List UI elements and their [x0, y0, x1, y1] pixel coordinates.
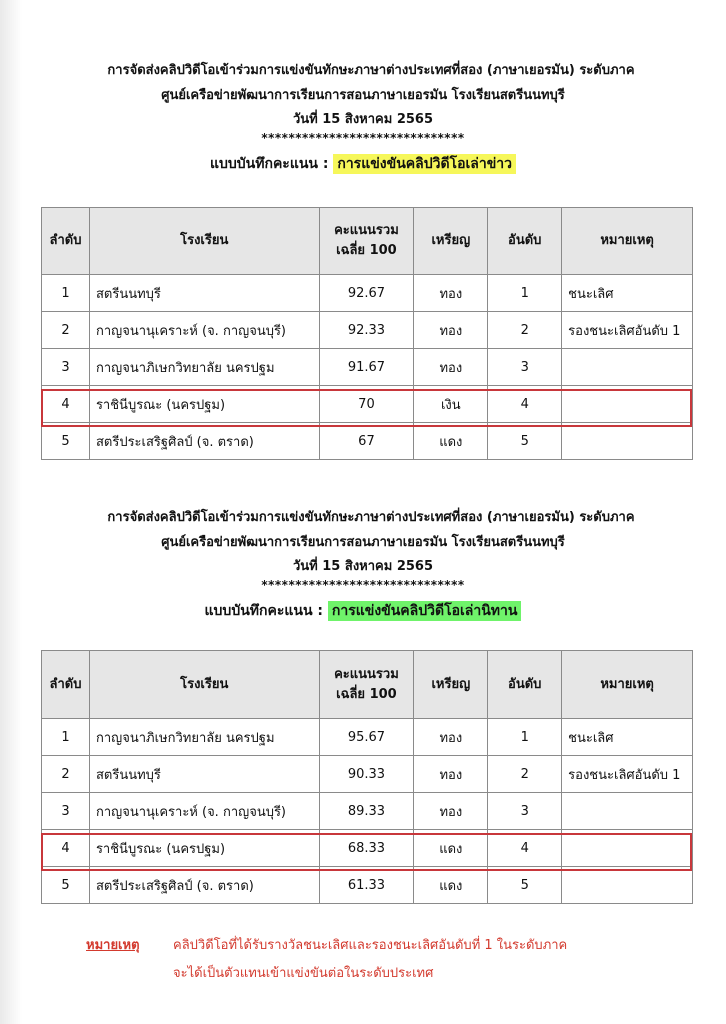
cell-score: 91.67 — [319, 349, 414, 386]
stars-divider: ****************************** — [261, 578, 465, 592]
cell-score: 95.67 — [319, 719, 414, 756]
cell-school: ราชินีบูรณะ (นครปฐม) — [89, 830, 319, 867]
header-score-line2: เฉลี่ย 100 — [336, 686, 397, 702]
form-title — [0, 600, 726, 622]
cell-school: สตรีนนทบุรี — [89, 756, 319, 793]
header-score — [319, 651, 414, 719]
header-score-line2: เฉลี่ย 100 — [336, 243, 397, 258]
score-table-news — [41, 207, 693, 460]
header-school: โรงเรียน — [89, 208, 319, 275]
footnote-label: หมายเหตุ — [86, 938, 140, 953]
cell-school: กาญจนานุเคราะห์ (จ. กาญจนบุรี) — [89, 793, 319, 830]
header-rank: อันดับ — [488, 651, 562, 719]
cell-school: สตรีประเสริฐศิลป์ (จ. ตราด) — [89, 423, 319, 460]
header-rank: อันดับ — [488, 208, 562, 275]
footnote-line-1: คลิปวิดีโอที่ได้รับรางวัลชนะเลิศและรองชนะเลิศอันดับที่ 1 ในระดับภาค — [173, 938, 568, 953]
table-row — [42, 756, 693, 793]
cell-school: กาญจนานุเคราะห์ (จ. กาญจนบุรี) — [89, 312, 319, 349]
heading-line-2: ศูนย์เครือข่ายพัฒนาการเรียนการสอนภาษาเยอรมัน โรงเรียนสตรีนนทบุรี — [161, 88, 565, 103]
cell-rank: 3 — [488, 793, 562, 830]
heading-date: วันที่ 15 สิงหาคม 2565 — [292, 559, 434, 574]
cell-no: 5 — [42, 867, 90, 904]
cell-remark: รองชนะเลิศอันดับ 1 — [562, 312, 693, 349]
cell-rank: 5 — [488, 423, 562, 460]
cell-school: ราชินีบูรณะ (นครปฐม) — [89, 386, 319, 423]
cell-rank: 4 — [488, 830, 562, 867]
cell-rank: 2 — [488, 312, 562, 349]
cell-no: 4 — [42, 386, 90, 423]
heading-date: วันที่ 15 สิงหาคม 2565 — [292, 112, 434, 127]
table-row — [42, 349, 693, 386]
cell-score: 92.67 — [319, 275, 414, 312]
cell-medal: ทอง — [414, 756, 488, 793]
cell-score: 89.33 — [319, 793, 414, 830]
score-table-tale — [41, 650, 693, 904]
heading-line-1: การจัดส่งคลิปวิดีโอเข้าร่วมการแข่งขันทักษะภาษาต่างประเทศที่สอง (ภาษาเยอรมัน) ระดับภาค — [107, 63, 635, 78]
cell-medal: ทอง — [414, 349, 488, 386]
cell-medal: ทอง — [414, 275, 488, 312]
cell-school: สตรีประเสริฐศิลป์ (จ. ตราด) — [89, 867, 319, 904]
cell-no: 5 — [42, 423, 90, 460]
cell-remark: ชนะเลิศ — [562, 719, 693, 756]
footnote-line-2: จะได้เป็นตัวแทนเข้าแข่งขันต่อในระดับประเทศ — [173, 966, 434, 981]
cell-no: 4 — [42, 830, 90, 867]
table-row — [42, 423, 693, 460]
form-label: แบบบันทึกคะแนน : — [204, 603, 323, 619]
header-medal: เหรียญ — [414, 651, 488, 719]
cell-school: สตรีนนทบุรี — [89, 275, 319, 312]
heading-line-1: การจัดส่งคลิปวิดีโอเข้าร่วมการแข่งขันทักษะภาษาต่างประเทศที่สอง (ภาษาเยอรมัน) ระดับภาค — [107, 510, 635, 525]
table-row — [42, 793, 693, 830]
section-tale — [0, 510, 726, 622]
header-no: ลำดับ — [42, 651, 90, 719]
cell-score: 90.33 — [319, 756, 414, 793]
cell-score: 61.33 — [319, 867, 414, 904]
cell-remark: รองชนะเลิศอันดับ 1 — [562, 756, 693, 793]
cell-score: 70 — [319, 386, 414, 423]
cell-no: 3 — [42, 793, 90, 830]
cell-remark — [562, 423, 693, 460]
cell-medal: ทอง — [414, 719, 488, 756]
table-row — [42, 312, 693, 349]
cell-remark — [562, 867, 693, 904]
form-title — [0, 153, 726, 175]
table-row — [42, 830, 693, 867]
cell-rank: 1 — [488, 275, 562, 312]
cell-rank: 1 — [488, 719, 562, 756]
cell-score: 92.33 — [319, 312, 414, 349]
cell-medal: ทอง — [414, 312, 488, 349]
header-no: ลำดับ — [42, 208, 90, 275]
cell-no: 3 — [42, 349, 90, 386]
cell-remark — [562, 830, 693, 867]
header-remark: หมายเหตุ — [562, 208, 693, 275]
cell-rank: 5 — [488, 867, 562, 904]
header-score — [319, 208, 414, 275]
cell-medal: เงิน — [414, 386, 488, 423]
competition-name: การแข่งขันคลิปวิดีโอเล่านิทาน — [328, 601, 522, 621]
cell-medal: ทอง — [414, 793, 488, 830]
cell-no: 2 — [42, 756, 90, 793]
cell-medal: แดง — [414, 867, 488, 904]
section-news — [0, 63, 726, 175]
cell-remark — [562, 349, 693, 386]
form-label: แบบบันทึกคะแนน : — [209, 156, 329, 172]
heading-line-2: ศูนย์เครือข่ายพัฒนาการเรียนการสอนภาษาเยอรมัน โรงเรียนสตรีนนทบุรี — [161, 535, 565, 550]
cell-no: 1 — [42, 719, 90, 756]
header-medal: เหรียญ — [414, 208, 488, 275]
cell-no: 2 — [42, 312, 90, 349]
cell-remark: ชนะเลิศ — [562, 275, 693, 312]
cell-school: กาญจนาภิเษกวิทยาลัย นครปฐม — [89, 349, 319, 386]
table-row — [42, 386, 693, 423]
cell-rank: 3 — [488, 349, 562, 386]
cell-remark — [562, 793, 693, 830]
table-row — [42, 275, 693, 312]
header-school: โรงเรียน — [89, 651, 319, 719]
cell-score: 67 — [319, 423, 414, 460]
cell-school: กาญจนาภิเษกวิทยาลัย นครปฐม — [89, 719, 319, 756]
footnote-text — [173, 932, 633, 988]
cell-rank: 4 — [488, 386, 562, 423]
cell-score: 68.33 — [319, 830, 414, 867]
cell-medal: แดง — [414, 423, 488, 460]
competition-name: การแข่งขันคลิปวิดีโอเล่าข่าว — [333, 154, 516, 174]
header-score-line1: คะแนนรวม — [334, 666, 399, 682]
table-row — [42, 719, 693, 756]
cell-rank: 2 — [488, 756, 562, 793]
cell-remark — [562, 386, 693, 423]
header-score-line1: คะแนนรวม — [334, 223, 399, 238]
header-remark: หมายเหตุ — [562, 651, 693, 719]
cell-medal: แดง — [414, 830, 488, 867]
cell-no: 1 — [42, 275, 90, 312]
stars-divider: ****************************** — [261, 131, 465, 145]
table-row — [42, 867, 693, 904]
